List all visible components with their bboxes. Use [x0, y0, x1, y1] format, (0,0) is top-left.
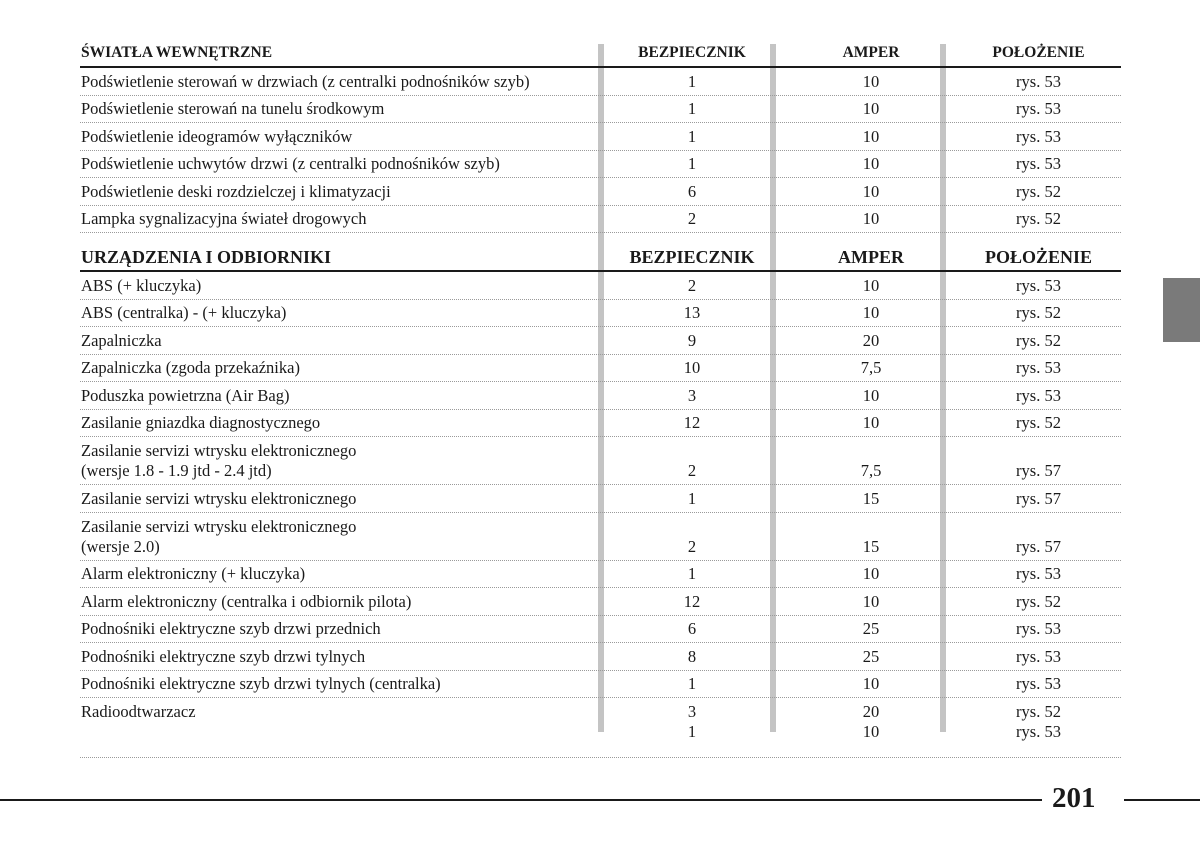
row-location: rys. 52: [1016, 303, 1061, 322]
row-fuse: 9: [687, 330, 697, 350]
row-label: Alarm elektroniczny (+ kluczyka): [81, 564, 306, 583]
table-row: [80, 437, 1121, 485]
row-amper: 10: [862, 71, 880, 91]
header-fuse: BEZPIECZNIK: [638, 44, 746, 61]
row-location: rys. 53: [1016, 71, 1061, 91]
row-location: rys. 53: [1016, 275, 1061, 295]
row-location: rys. 53: [1016, 126, 1061, 146]
row-location-line: rys. 52: [1016, 702, 1061, 721]
devices-table: [80, 245, 1121, 758]
row-fuse: 3: [687, 385, 697, 405]
table-row: [80, 588, 1121, 616]
row-amper: 10: [862, 126, 880, 146]
row-amper: 10: [862, 413, 880, 432]
table-row: [80, 513, 1121, 561]
row-amper: 15: [862, 488, 880, 508]
page-number: 201: [1052, 782, 1096, 814]
row-location: rys. 52: [1016, 209, 1061, 228]
row-label: [80, 517, 598, 560]
row-amper: 15: [862, 536, 880, 556]
table-row: [80, 671, 1121, 699]
interior-lights-table: [80, 44, 1121, 233]
row-amper: 10: [862, 303, 880, 322]
table-row: [80, 68, 1121, 96]
row-fuse: 10: [683, 358, 701, 377]
table-row: [80, 123, 1121, 151]
row-fuse: [598, 702, 786, 745]
row-fuse: 13: [683, 303, 701, 322]
header-section-title: ŚWIATŁA WEWNĘTRZNE: [81, 44, 273, 61]
row-fuse: 2: [687, 536, 697, 556]
row-location: [956, 702, 1121, 745]
row-label-line: (wersje 1.8 - 1.9 jtd - 2.4 jtd): [81, 461, 272, 480]
footer-rule-left: [0, 799, 1042, 801]
footer-rule-right: [1124, 799, 1200, 801]
row-location: rys. 52: [1016, 181, 1061, 201]
table-row: [80, 382, 1121, 410]
row-label: Radioodtwarzacz: [81, 702, 196, 721]
row-amper: 20: [862, 330, 880, 350]
row-amper: 10: [862, 154, 880, 173]
row-label: Zapalniczka: [81, 330, 162, 350]
row-label: Podnośniki elektryczne szyb drzwi tylnych: [81, 646, 366, 666]
row-fuse: 1: [687, 126, 697, 146]
row-amper: 10: [862, 181, 880, 201]
row-label: Podnośniki elektryczne szyb drzwi tylnych (centralka): [81, 674, 441, 693]
row-label: Lampka sygnalizacyjna świateł drogowych: [81, 209, 367, 228]
header-fuse: BEZPIECZNIK: [629, 247, 755, 267]
row-fuse: 1: [687, 488, 697, 508]
row-fuse: 12: [683, 591, 701, 611]
table-row: [80, 206, 1121, 234]
header-amper: AMPER: [842, 44, 900, 61]
table-row: [80, 300, 1121, 328]
row-fuse: 1: [687, 154, 697, 173]
row-label: Podświetlenie sterowań na tunelu środkowym: [81, 99, 385, 118]
row-label: Podświetlenie ideogramów wyłączników: [81, 126, 353, 146]
row-label: Podnośniki elektryczne szyb drzwi przednich: [81, 619, 381, 638]
row-label: Podświetlenie deski rozdzielczej i klimatyzacji: [81, 181, 391, 201]
row-location: rys. 57: [1016, 488, 1061, 508]
row-fuse-line: 1: [687, 722, 697, 741]
row-amper: 10: [862, 591, 880, 611]
row-location: rys. 52: [1016, 413, 1061, 432]
row-label: Podświetlenie uchwytów drzwi (z centralki podnośników szyb): [81, 154, 500, 173]
table-row: [80, 355, 1121, 383]
row-label: ABS (+ kluczyka): [81, 275, 202, 295]
row-fuse: 1: [687, 71, 697, 91]
row-amper: 10: [862, 275, 880, 295]
header-section-title: URZĄDZENIA I ODBIORNIKI: [81, 247, 332, 267]
row-label: Zasilanie servizi wtrysku elektronicznego: [81, 488, 357, 508]
row-label: Alarm elektroniczny (centralka i odbiornik pilota): [81, 591, 412, 611]
header-location: POŁOŻENIE: [992, 44, 1085, 61]
row-amper: 25: [862, 646, 880, 666]
row-location: rys. 53: [1016, 564, 1061, 583]
row-amper: 25: [862, 619, 880, 638]
row-fuse: 12: [683, 413, 701, 432]
table-row: [80, 410, 1121, 438]
row-label-line: (wersje 2.0): [81, 536, 160, 556]
row-amper-line: 10: [862, 722, 880, 741]
table-row: [80, 178, 1121, 206]
row-fuse: 6: [687, 181, 697, 201]
row-location: rys. 52: [1016, 330, 1061, 350]
table-row: [80, 698, 1121, 758]
row-label: Podświetlenie sterowań w drzwiach (z centralki podnośników szyb): [81, 71, 530, 91]
row-location: rys. 53: [1016, 619, 1061, 638]
row-location: rys. 57: [1016, 461, 1061, 480]
row-label-line: Zasilanie servizi wtrysku elektronicznego: [81, 441, 357, 460]
table-header: [80, 44, 1121, 68]
header-amper: AMPER: [838, 247, 904, 267]
table-row: [80, 96, 1121, 124]
row-amper: 10: [862, 99, 880, 118]
row-label: Zapalniczka (zgoda przekaźnika): [81, 358, 300, 377]
row-location: rys. 52: [1016, 591, 1061, 611]
row-label-line: Zasilanie servizi wtrysku elektronicznego: [81, 516, 357, 536]
row-amper: 7,5: [860, 358, 882, 377]
row-fuse: 6: [687, 619, 697, 638]
row-location: rys. 53: [1016, 385, 1061, 405]
row-fuse: 8: [687, 646, 697, 666]
row-amper: [786, 702, 956, 745]
row-fuse: 1: [687, 564, 697, 583]
row-amper: 10: [862, 674, 880, 693]
header-location: POŁOŻENIE: [984, 247, 1093, 267]
table-row: [80, 643, 1121, 671]
table-row: [80, 151, 1121, 179]
row-fuse-line: 3: [687, 702, 697, 721]
table-row: [80, 327, 1121, 355]
row-location: rys. 53: [1016, 646, 1061, 666]
row-fuse: 1: [687, 674, 697, 693]
row-amper-line: 20: [862, 702, 880, 721]
row-fuse: 2: [687, 461, 697, 480]
row-label: Poduszka powietrzna (Air Bag): [81, 385, 290, 405]
table-header: [80, 245, 1121, 272]
section-tab-marker: [1163, 278, 1200, 342]
row-location: rys. 53: [1016, 358, 1061, 377]
table-row: [80, 616, 1121, 644]
table-row: [80, 485, 1121, 513]
row-amper: 10: [862, 385, 880, 405]
row-location: rys. 57: [1016, 536, 1061, 556]
row-label: [80, 441, 598, 484]
row-label: Zasilanie gniazdka diagnostycznego: [81, 413, 321, 432]
row-location-line: rys. 53: [1016, 722, 1061, 741]
table-row: [80, 561, 1121, 589]
row-amper: 10: [862, 209, 880, 228]
row-fuse: 2: [687, 209, 697, 228]
row-fuse: 1: [687, 99, 697, 118]
row-location: rys. 53: [1016, 154, 1061, 173]
row-amper: 7,5: [860, 461, 882, 480]
row-fuse: 2: [687, 275, 697, 295]
row-location: rys. 53: [1016, 99, 1061, 118]
row-location: rys. 53: [1016, 674, 1061, 693]
table-row: [80, 272, 1121, 300]
row-label: ABS (centralka) - (+ kluczyka): [81, 303, 287, 322]
row-amper: 10: [862, 564, 880, 583]
